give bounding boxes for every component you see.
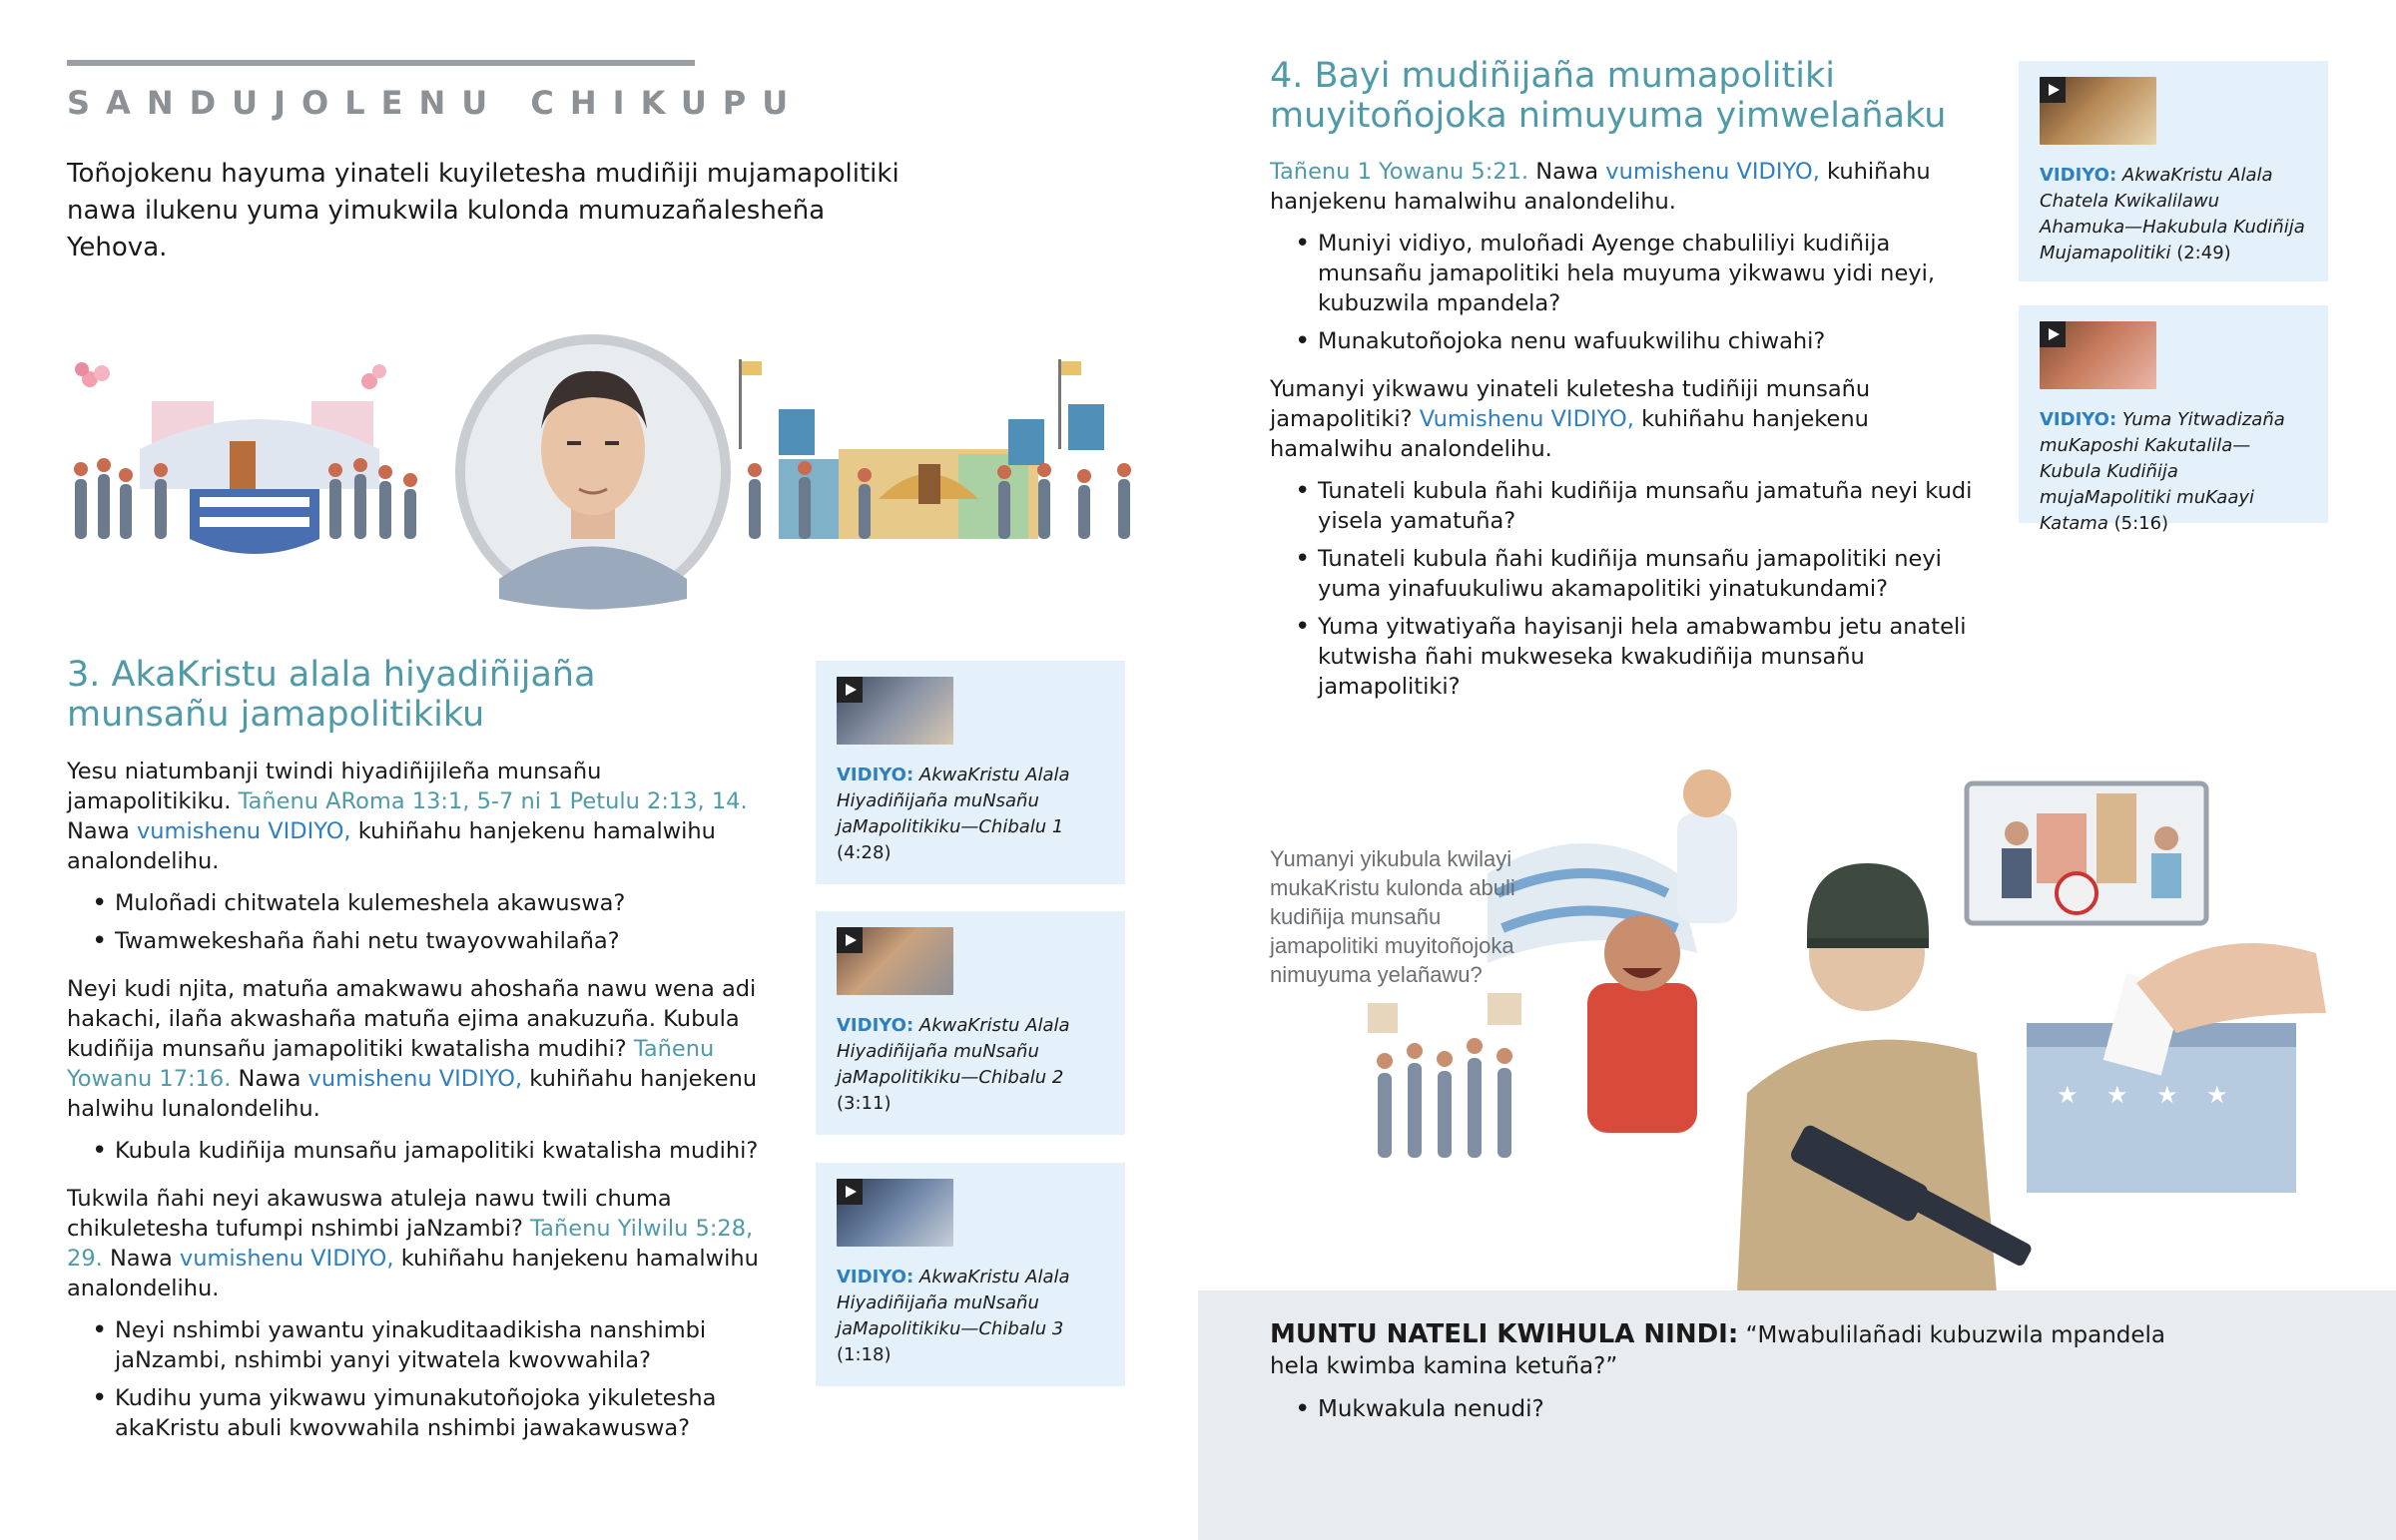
video-label: VIDIYO: xyxy=(837,1267,914,1287)
section-4-paragraph-2 xyxy=(1270,374,1984,464)
scripture-reference-link[interactable]: Tañenu ARoma 13:1, 5-7 ni 1 Petulu 2:13, 14. xyxy=(238,788,748,814)
section-3-p1-tail: kuhiñahu hanjekenu hamalwihu analondelihu. xyxy=(67,818,716,874)
video-label: VIDIYO: xyxy=(837,765,914,785)
section-3-body xyxy=(67,757,766,1451)
video-link[interactable]: vumishenu VIDIYO, xyxy=(1605,159,1820,185)
play-icon[interactable] xyxy=(837,1179,863,1205)
list-item: • Mukwakula nenudi? xyxy=(1270,1394,2188,1425)
svg-text:★: ★ xyxy=(2206,1081,2228,1109)
section-3-bullets-1 xyxy=(67,888,766,956)
protesters-group xyxy=(1368,993,1521,1158)
illustration-caption: Yumanyi yikubula kwilayi mukaKristu kulonda abuli kudiñija munsañu jamapolitiki muyitoñojoka nimuyuma yelañawu? xyxy=(1270,846,1515,987)
list-item: • Kudihu yuma yikwawu yimunakutoñojoka yikuletesha akaKristu abuli kwovwahila nshimbi jawakawuswa? xyxy=(67,1383,766,1443)
section-4-body xyxy=(1270,157,1984,710)
section-3-p2-tail: kuhiñahu hanjekenu halwihu lunalondelihu. xyxy=(67,1066,758,1122)
section-3-p3-nawa: Nawa xyxy=(109,1246,173,1272)
section-3-paragraph-2 xyxy=(67,974,766,1124)
svg-text:★: ★ xyxy=(2106,1081,2128,1109)
rally-right xyxy=(739,359,1131,539)
section-3-bullets-3 xyxy=(67,1315,766,1443)
intro-text: Toñojokenu hayuma yinateli kuyiletesha mudiñiji mujamapolitiki nawa ilukenu yuma yimukwila kulonda mumuzañalesheña Yehova. xyxy=(67,159,899,262)
soldier xyxy=(1737,863,2034,1292)
list-item: • Yuma yitwatiyaña hayisanji hela amabwambu jetu anateli kutwisha ñahi mukweseka kwakudiñija munsañu jamapolitiki? xyxy=(1270,612,1984,702)
video-title: AkwaKristu Alala Hiyadiñijaña muNsañu jaMapolitikiku—Chibalu 2 xyxy=(837,1015,1070,1088)
question-box-bullets xyxy=(1270,1394,2188,1425)
video-thumbnail[interactable] xyxy=(837,1179,953,1247)
video-thumbnail[interactable] xyxy=(837,677,953,745)
video-card-1[interactable] xyxy=(816,661,1125,884)
video-duration: (2:49) xyxy=(2176,243,2231,263)
list-item: • Kubula kudiñija munsañu jamapolitiki kwatalisha mudihi? xyxy=(67,1136,766,1166)
scripture-reference-link[interactable]: Tañenu 1 Yowanu 5:21. xyxy=(1270,159,1529,185)
section-3-p1-nawa: Nawa xyxy=(67,818,130,844)
video-duration: (4:28) xyxy=(837,842,892,863)
section-4-p2-tail: kuhiñahu hanjekenu hamalwihu analondelihu. xyxy=(1270,406,1869,462)
scripture-reference-link[interactable]: Tañenu Yowanu 17:16. xyxy=(67,1036,715,1092)
video-duration: (5:16) xyxy=(2113,513,2169,534)
play-icon[interactable] xyxy=(2040,77,2066,103)
list-item: • Tunateli kubula ñahi kudiñija munsañu jamatuña neyi kudi yisela yamatuña? xyxy=(1270,476,1984,536)
video-label: VIDIYO: xyxy=(837,1015,914,1036)
section-3-p2-nawa: Nawa xyxy=(238,1066,301,1092)
video-duration: (3:11) xyxy=(837,1093,892,1114)
question-box-quote: “Mwabulilañadi kubuzwila mpandela hela kwimba kamina ketuña?” xyxy=(1270,1322,2166,1379)
play-icon[interactable] xyxy=(837,677,863,703)
section-3-p1-text: Yesu niatumbanji twindi hiyadiñijileña munsañu jamapolitikiku. xyxy=(67,759,602,814)
list-item: • Muniyi vidiyo, muloñadi Ayenge chabuliliyi kudiñija munsañu jamapolitiki hela muyuma yikwawu yidi neyi, kubuzwila mpandela? xyxy=(1270,229,1984,318)
section-3-heading: 3. AkaKristu alala hiyadiñijaña munsañu jamapolitikiku xyxy=(67,655,596,735)
election-rally-illustration xyxy=(60,329,1158,614)
video-title: AkwaKristu Alala Hiyadiñijaña muNsañu jaMapolitikiku—Chibalu 1 xyxy=(837,765,1070,837)
video-card-2[interactable] xyxy=(816,911,1125,1135)
list-item: • Tunateli kubula ñahi kudiñija munsañu jamapolitiki neyi yuma yinafuukuliwu akamapolitiki yinatukundami? xyxy=(1270,544,1984,604)
list-item: • Munakutoñojoka nenu wafuukwilihu chiwahi? xyxy=(1270,326,1984,356)
list-item: • Muloñadi chitwatela kulemeshela akawuswa? xyxy=(67,888,766,918)
video-link[interactable]: vumishenu VIDIYO, xyxy=(179,1246,394,1272)
section-4-heading: 4. Bayi mudiñijaña mumapolitiki muyitoñojoka nimuyuma yimwelañaku xyxy=(1270,56,1947,136)
question-text xyxy=(1270,1319,2188,1382)
section-4-paragraph-1 xyxy=(1270,157,1984,217)
section-3-paragraph-3 xyxy=(67,1184,766,1303)
svg-text:★: ★ xyxy=(2156,1081,2178,1109)
list-item: • Twamwekeshaña ñahi netu twayovwahilaña? xyxy=(67,926,766,956)
section-3-p3-tail: kuhiñahu hanjekenu hamalwihu analondelihu. xyxy=(67,1246,759,1301)
section-4-p2-text: Yumanyi yikwawu yinateli kuletesha tudiñiji munsañu jamapolitiki? xyxy=(1270,376,1871,432)
list-item: • Neyi nshimbi yawantu yinakuditaadikisha nanshimbi jaNzambi, nshimbi yanyi yitwatela kwovwahila? xyxy=(67,1315,766,1375)
video-title: Yuma Yitwadizaña muKaposhi Kakutalila—Kubula Kudiñija mujaMapolitiki muKaayi Katama xyxy=(2040,409,2285,534)
tv-and-ballot-box xyxy=(1967,783,2326,1193)
video-card-4[interactable] xyxy=(2019,61,2328,281)
section-label: SANDUJOLENU CHIKUPU xyxy=(67,84,805,122)
section-4-p1-nawa: Nawa xyxy=(1535,159,1599,185)
section-4-p1-tail: kuhiñahu hanjekenu hamalwihu analondelihu. xyxy=(1270,159,1931,215)
video-duration: (1:18) xyxy=(837,1344,892,1365)
section-4-bullets-1 xyxy=(1270,229,1984,356)
play-icon[interactable] xyxy=(837,927,863,953)
svg-text:★: ★ xyxy=(2057,1081,2079,1109)
section-3-bullets-2 xyxy=(67,1136,766,1166)
video-card-5[interactable] xyxy=(2019,305,2328,534)
video-label: VIDIYO: xyxy=(2040,409,2117,430)
video-title: AkwaKristu Alala Chatela Kwikalilawu Ahamuka—Hakubula Kudiñija Mujamapolitiki xyxy=(2040,165,2305,263)
section-rule xyxy=(67,60,695,66)
section-3-paragraph-1 xyxy=(67,757,766,876)
video-link[interactable]: vumishenu VIDIYO, xyxy=(136,818,351,844)
rally-left xyxy=(74,362,417,554)
video-link[interactable]: vumishenu VIDIYO, xyxy=(307,1066,523,1092)
patriotism-illustration xyxy=(1338,754,2336,1292)
video-thumbnail[interactable] xyxy=(2040,77,2156,145)
scripture-reference-link[interactable]: Tañenu Yilwilu 5:28, 29. xyxy=(67,1216,754,1272)
play-icon[interactable] xyxy=(2040,321,2066,347)
section-3-p3-text: Tukwila ñahi neyi akawuswa atuleja nawu twili chuma chikuletesha tufumpi nshimbi jaNzambi? xyxy=(67,1186,672,1242)
portrait-circle xyxy=(455,334,731,610)
question-box-label: MUNTU NATELI KWIHULA NINDI: xyxy=(1270,1319,1739,1349)
shouting-boy xyxy=(1677,770,1737,923)
video-thumbnail[interactable] xyxy=(837,927,953,995)
video-link[interactable]: Vumishenu VIDIYO, xyxy=(1419,406,1634,432)
video-label: VIDIYO: xyxy=(2040,165,2117,186)
video-thumbnail[interactable] xyxy=(2040,321,2156,389)
question-box-content xyxy=(1270,1319,2188,1433)
section-3-p2-text: Neyi kudi njita, matuña amakwawu ahoshaña nawu wena adi hakachi, ilaña akwashaña matuña ejima anakuzuña. Kubula kudiñija munsañu jamapolitiki kwatalisha mudihi? xyxy=(67,976,757,1062)
section-4-bullets-2 xyxy=(1270,476,1984,702)
video-title: AkwaKristu Alala Hiyadiñijaña muNsañu jaMapolitikiku—Chibalu 3 xyxy=(837,1267,1070,1339)
video-card-3[interactable] xyxy=(816,1163,1125,1386)
